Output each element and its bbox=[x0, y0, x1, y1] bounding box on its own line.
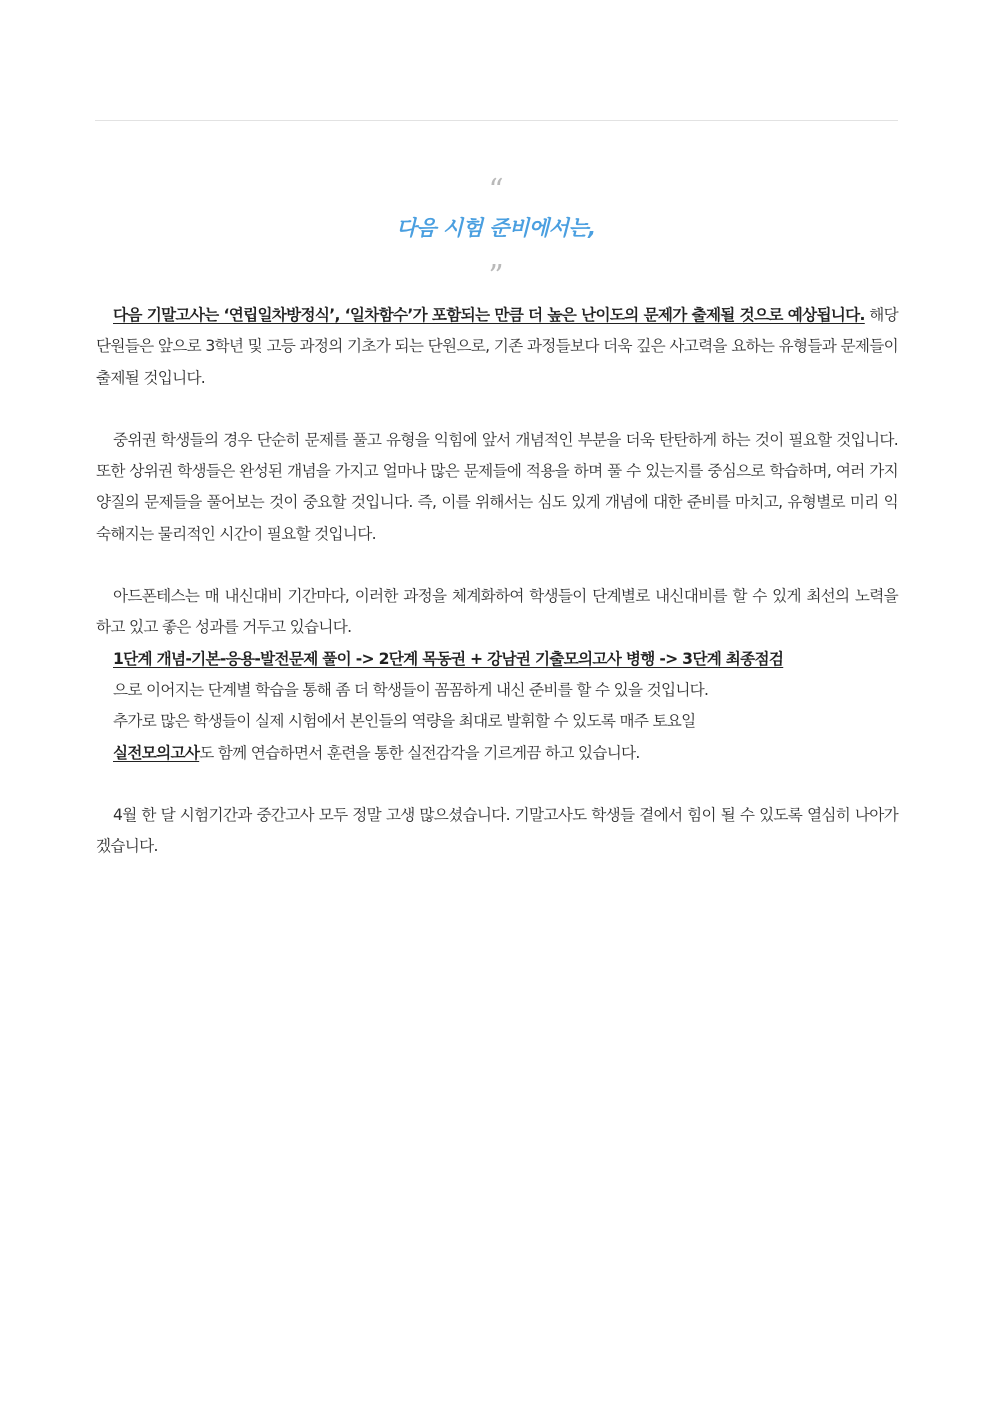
mock-exam-line-text: 도 함께 연습하면서 훈련을 통한 실전감각을 기르게끔 하고 있습니다. bbox=[199, 743, 640, 762]
program-steps-line bbox=[96, 644, 898, 675]
program-steps-continuation: 으로 이어지는 단계별 학습을 통해 좀 더 학생들이 꼼꼼하게 내신 준비를 할 수 있을 것입니다. bbox=[113, 680, 709, 699]
paragraph-spacer bbox=[96, 394, 898, 425]
paragraph-spacer bbox=[96, 769, 898, 800]
paragraph-exam-outlook bbox=[96, 300, 898, 394]
paragraph-closing: 4월 한 달 시험기간과 중간고사 모두 정말 고생 많으셨습니다. 기말고사도 학생들 곁에서 힘이 될 수 있도록 열심히 나아가겠습니다. bbox=[96, 805, 898, 856]
mock-exam-line bbox=[96, 738, 898, 769]
emphasis-program-steps: 1단계 개념-기본-응용-발전문제 풀이 -> 2단계 목동권 + 강남권 기출모의고사 병행 -> 3단계 최종점검 bbox=[113, 649, 784, 668]
close-quote-mark: ” bbox=[488, 259, 504, 294]
section-headline: 다음 시험 준비에서는, bbox=[396, 216, 596, 240]
paragraph-exam-outlook-text: 해당 단원들은 앞으로 3학년 및 고등 과정의 기초가 되는 단원으로, 기존 과정들보다 더욱 깊은 사고력을 요하는 유형들과 문제들이 출제될 것입니다. bbox=[96, 306, 898, 387]
open-quote-mark: “ bbox=[488, 173, 504, 208]
article-body bbox=[96, 300, 898, 862]
saturday-practice-line: 추가로 많은 학생들이 실제 시험에서 본인들의 역량을 최대로 발휘할 수 있도록 매주 토요일 bbox=[113, 712, 696, 731]
paragraph-spacer bbox=[96, 550, 898, 581]
emphasis-mock-exam: 실전모의고사 bbox=[113, 743, 200, 762]
top-divider bbox=[95, 120, 898, 121]
paragraph-program-intro: 아드폰테스는 매 내신대비 기간마다, 이러한 과정을 체계화하여 학생들이 단계별로 내신대비를 할 수 있게 최선의 노력을 하고 있고 좋은 성과를 거두고 있습니다. bbox=[96, 587, 898, 637]
emphasis-exam-difficulty: 다음 기말고사는 ‘연립일차방정식’, ‘일차함수’가 포함되는 만큼 더 높은 난이도의 문제가 출제될 것으로 예상됩니다. bbox=[113, 306, 865, 324]
paragraph-study-advice: 중위권 학생들의 경우 단순히 문제를 풀고 유형을 익힘에 앞서 개념적인 부분을 더욱 탄탄하게 하는 것이 필요할 것입니다. 또한 상위권 학생들은 완성된 개념을 가지고 얼마나 많은 문제들에 적용을 하며 풀 수 있는지를 중심으로 학습하며, 여러 가지 양질의 문제들을 풀어보는 것이 중요할 것입니다. 즉, 이를 위해서는 심도 있게 개념에 대한 준비를 마치고, 유형별로 미리 익숙해지는 물리적인 시간이 필요할 것입니다. bbox=[96, 430, 898, 543]
